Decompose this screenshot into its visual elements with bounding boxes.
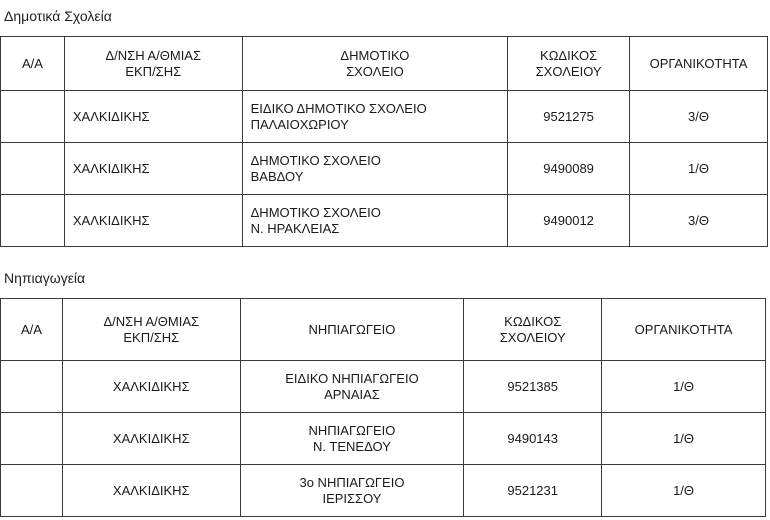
cell-kindergarten: 3ο ΝΗΠΙΑΓΩΓΕΙΟ ΙΕΡΙΣΣΟΥ (240, 465, 464, 517)
table-row (1, 143, 768, 195)
header-directorate: Δ/ΝΣΗ Α/ΘΜΙΑΣ ΕΚΠ/ΣΗΣ (62, 299, 240, 361)
cell-school-code: 9521385 (464, 361, 602, 413)
cell-organicity: 3/Θ (630, 195, 768, 247)
cell-organicity: 1/Θ (602, 465, 766, 517)
cell-school-code: 9521231 (464, 465, 602, 517)
section-title-kindergartens: Νηπιαγωγεία (4, 270, 86, 286)
table-row (1, 465, 766, 517)
table-row (1, 195, 768, 247)
cell-school: ΔΗΜΟΤΙΚΟ ΣΧΟΛΕΙΟ Ν. ΗΡΑΚΛΕΙΑΣ (242, 195, 508, 247)
cell-school: ΕΙΔΙΚΟ ΔΗΜΟΤΙΚΟ ΣΧΟΛΕΙΟ ΠΑΛΑΙΟΧΩΡΙΟΥ (242, 91, 508, 143)
table-header-row (1, 37, 768, 91)
cell-school-code: 9490089 (508, 143, 630, 195)
header-kindergarten: ΝΗΠΙΑΓΩΓΕΙΟ (240, 299, 464, 361)
cell-school-code: 9521275 (508, 91, 630, 143)
header-school-code: ΚΩΔΙΚΟΣ ΣΧΟΛΕΙΟΥ (464, 299, 602, 361)
cell-organicity: 3/Θ (630, 91, 768, 143)
header-directorate: Δ/ΝΣΗ Α/ΘΜΙΑΣ ΕΚΠ/ΣΗΣ (64, 37, 242, 91)
header-aa: Α/Α (1, 37, 65, 91)
cell-aa (1, 465, 63, 517)
cell-organicity: 1/Θ (602, 413, 766, 465)
kindergartens-table (0, 298, 766, 517)
cell-organicity: 1/Θ (630, 143, 768, 195)
cell-kindergarten: ΝΗΠΙΑΓΩΓΕΙΟ Ν. ΤΕΝΕΔΟΥ (240, 413, 464, 465)
header-school: ΔΗΜΟΤΙΚΟ ΣΧΟΛΕΙΟ (242, 37, 508, 91)
cell-aa (1, 195, 65, 247)
header-organicity: ΟΡΓΑΝΙΚΟΤΗΤΑ (602, 299, 766, 361)
header-school-code: ΚΩΔΙΚΟΣ ΣΧΟΛΕΙΟΥ (508, 37, 630, 91)
cell-aa (1, 91, 65, 143)
cell-school-code: 9490012 (508, 195, 630, 247)
table-row (1, 361, 766, 413)
cell-directorate: ΧΑΛΚΙΔΙΚΗΣ (62, 361, 240, 413)
header-organicity: ΟΡΓΑΝΙΚΟΤΗΤΑ (630, 37, 768, 91)
table-header-row (1, 299, 766, 361)
table-row (1, 91, 768, 143)
cell-school-code: 9490143 (464, 413, 602, 465)
cell-kindergarten: ΕΙΔΙΚΟ ΝΗΠΙΑΓΩΓΕΙΟ ΑΡΝΑΙΑΣ (240, 361, 464, 413)
cell-school: ΔΗΜΟΤΙΚΟ ΣΧΟΛΕΙΟ ΒΑΒΔΟΥ (242, 143, 508, 195)
cell-aa (1, 413, 63, 465)
cell-directorate: ΧΑΛΚΙΔΙΚΗΣ (62, 413, 240, 465)
cell-directorate: ΧΑΛΚΙΔΙΚΗΣ (64, 143, 242, 195)
section-title-primary-schools: Δημοτικά Σχολεία (4, 8, 112, 24)
cell-directorate: ΧΑΛΚΙΔΙΚΗΣ (64, 195, 242, 247)
header-aa: Α/Α (1, 299, 63, 361)
cell-aa (1, 143, 65, 195)
primary-schools-table (0, 36, 768, 247)
cell-directorate: ΧΑΛΚΙΔΙΚΗΣ (64, 91, 242, 143)
table-row (1, 413, 766, 465)
cell-directorate: ΧΑΛΚΙΔΙΚΗΣ (62, 465, 240, 517)
cell-aa (1, 361, 63, 413)
cell-organicity: 1/Θ (602, 361, 766, 413)
